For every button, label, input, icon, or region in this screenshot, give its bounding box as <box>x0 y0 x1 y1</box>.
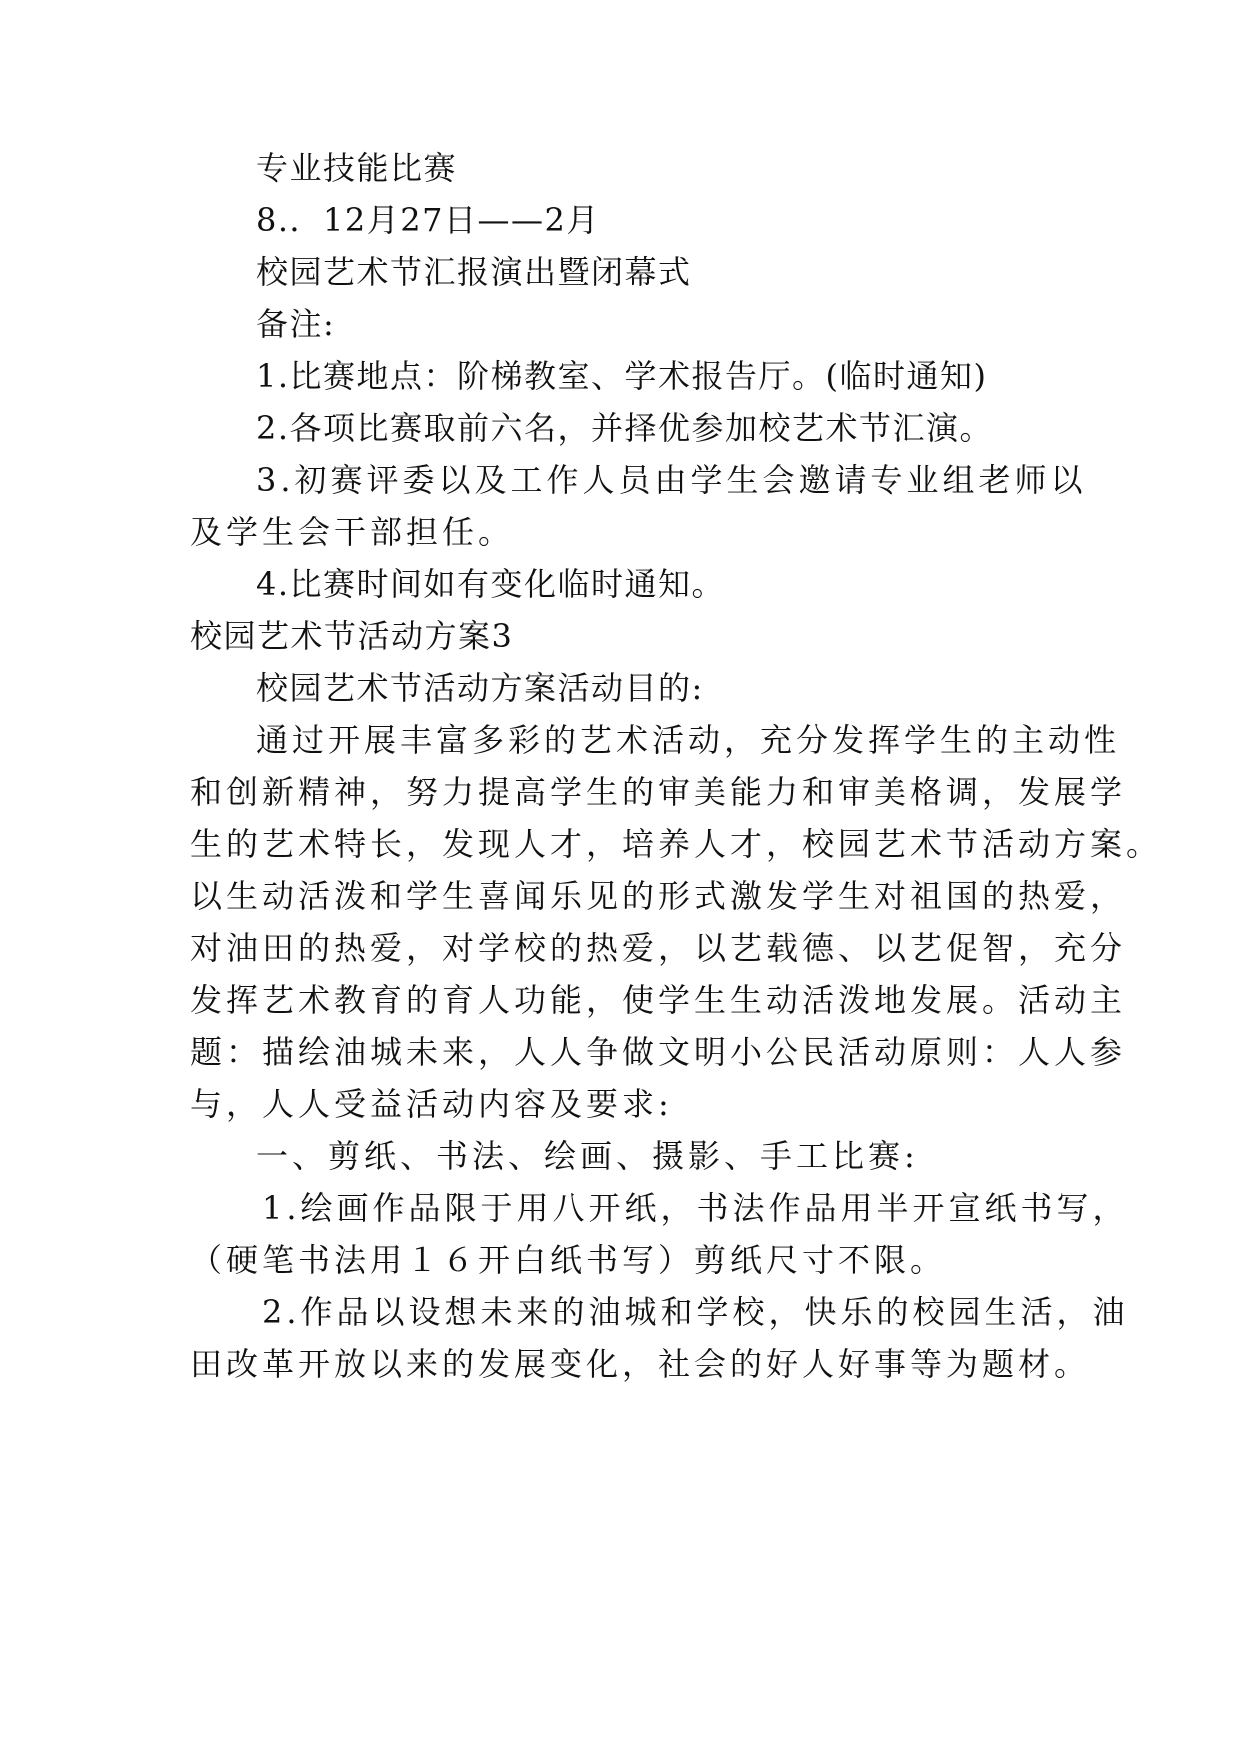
text-line: 以生动活泼和学生喜闻乐见的形式激发学生对祖国的热爱， <box>190 877 1127 915</box>
text-line: 专业技能比赛 <box>256 149 458 187</box>
text-line: 和创新精神，努力提高学生的审美能力和审美格调，发展学 <box>190 773 1127 811</box>
text-line: 及学生会干部担任。 <box>190 513 515 551</box>
text-line: 2.各项比赛取前六名，并择优参加校艺术节汇演。 <box>256 409 994 447</box>
text-line: 一、剪纸、书法、绘画、摄影、手工比赛: <box>256 1137 919 1175</box>
text-line: 1.绘画作品限于用八开纸，书法作品用半开宣纸书写， <box>262 1189 1129 1227</box>
text-line: 田改革开放以来的发展变化，社会的好人好事等为题材。 <box>190 1345 1091 1383</box>
text-line: 4.比赛时间如有变化临时通知。 <box>256 565 726 603</box>
text-line: 生的艺术特长，发现人才，培养人才，校园艺术节活动方案。 <box>190 825 1163 863</box>
text-line: （硬笔书法用１６开白纸书写）剪纸尺寸不限。 <box>190 1241 947 1279</box>
text-line: 1.比赛地点：阶梯教室、学术报告厅。(临时通知) <box>256 357 988 395</box>
text-line: 8.．12月27日——2月 <box>256 201 600 239</box>
text-line: 2.作品以设想未来的油城和学校，快乐的校园生活，油 <box>262 1293 1129 1331</box>
text-line: 校园艺术节活动方案活动目的: <box>256 669 704 707</box>
text-line: 题：描绘油城未来，人人争做文明小公民活动原则：人人参 <box>190 1033 1127 1071</box>
text-line: 发挥艺术教育的育人功能，使学生生动活泼地发展。活动主 <box>190 981 1127 1019</box>
text-line: 与，人人受益活动内容及要求: <box>190 1085 673 1123</box>
text-line: 通过开展丰富多彩的艺术活动，充分发挥学生的主动性 <box>256 721 1121 759</box>
text-line: 校园艺术节汇报演出暨闭幕式 <box>256 253 692 291</box>
text-line: 3.初赛评委以及工作人员由学生会邀请专业组老师以 <box>256 461 1087 499</box>
text-line: 备注: <box>256 305 336 343</box>
section-heading: 校园艺术节活动方案3 <box>190 617 514 655</box>
text-line: 对油田的热爱，对学校的热爱，以艺载德、以艺促智，充分 <box>190 929 1127 967</box>
